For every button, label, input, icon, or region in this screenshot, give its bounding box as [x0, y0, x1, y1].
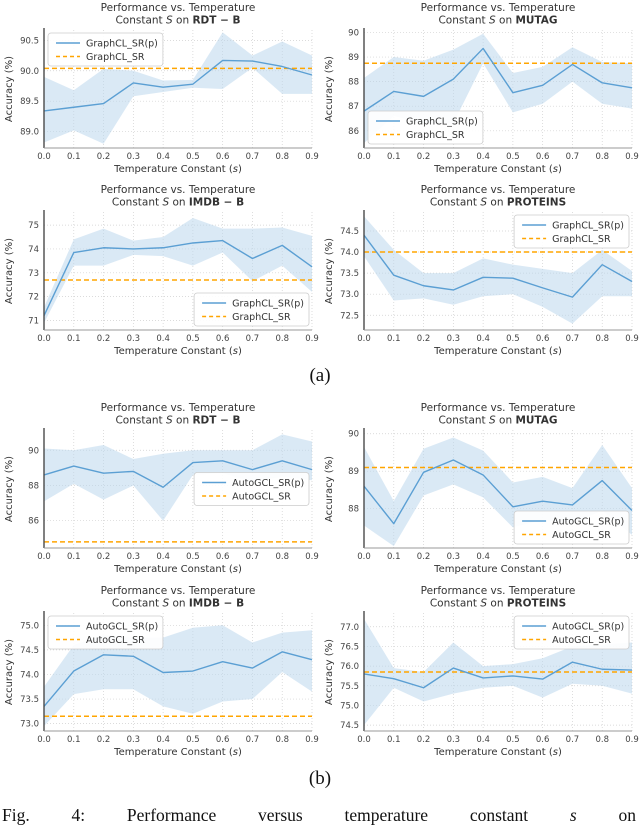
legend-label: GraphCL_SR(p) [232, 298, 304, 310]
svg-text:74: 74 [28, 244, 39, 255]
svg-text:0.4: 0.4 [156, 552, 170, 562]
caption-text: Fig. 4: Performance versus temperature constant [2, 805, 529, 825]
legend-label: AutoGCL_SR [86, 635, 145, 646]
legend-label: GraphCL_SR [86, 52, 145, 63]
svg-text:0.2: 0.2 [96, 152, 111, 162]
x-tick-labels [357, 735, 639, 745]
chart-title: Performance vs. Temperature [420, 2, 576, 14]
svg-text:75.5: 75.5 [340, 681, 359, 692]
svg-text:0.6: 0.6 [535, 334, 550, 344]
svg-text:0.3: 0.3 [126, 334, 141, 344]
svg-text:0.7: 0.7 [245, 735, 260, 745]
legend-label: GraphCL_SR [552, 234, 611, 245]
x-tick-labels [357, 334, 639, 344]
svg-text:0.7: 0.7 [245, 334, 260, 344]
chart-subtitle: Constant S on IMDB − B [111, 597, 245, 610]
svg-text:90.0: 90.0 [20, 66, 39, 77]
svg-text:90: 90 [348, 28, 359, 39]
svg-text:0.6: 0.6 [215, 552, 230, 562]
svg-text:0.0: 0.0 [357, 735, 371, 745]
svg-text:0.3: 0.3 [126, 735, 141, 745]
svg-text:0.2: 0.2 [416, 552, 431, 562]
svg-text:0.1: 0.1 [67, 552, 81, 562]
svg-text:0.0: 0.0 [357, 552, 371, 562]
chart-subtitle: Constant S on IMDB − B [111, 196, 245, 209]
svg-text:74.5: 74.5 [340, 721, 359, 732]
svg-text:76.5: 76.5 [340, 642, 359, 653]
svg-text:71: 71 [28, 316, 39, 327]
svg-text:0.1: 0.1 [67, 152, 81, 162]
svg-text:89.5: 89.5 [20, 97, 39, 108]
svg-text:0.0: 0.0 [37, 152, 51, 162]
svg-text:72: 72 [28, 292, 39, 303]
svg-text:72.5: 72.5 [340, 311, 359, 322]
svg-text:90: 90 [348, 429, 359, 440]
legend-label: AutoGCL_SR [552, 530, 611, 541]
svg-text:0.2: 0.2 [96, 334, 111, 344]
svg-text:0.6: 0.6 [535, 735, 550, 745]
chart-canvas-graphcl-rdt-b [0, 0, 320, 182]
svg-text:0.2: 0.2 [416, 735, 431, 745]
svg-text:0.4: 0.4 [476, 735, 490, 745]
svg-text:88: 88 [28, 481, 39, 492]
svg-text:0.5: 0.5 [506, 334, 520, 344]
svg-text:0.0: 0.0 [37, 334, 51, 344]
chart-canvas-graphcl-imdb-b [0, 182, 320, 364]
y-tick-labels [340, 623, 359, 731]
y-axis-label: Accuracy (%) [4, 455, 15, 523]
svg-text:0.2: 0.2 [96, 735, 111, 745]
y-tick-labels [28, 221, 39, 326]
y-axis-label: Accuracy (%) [4, 237, 15, 305]
y-axis-label: Accuracy (%) [324, 455, 335, 523]
legend-label: AutoGCL_SR [552, 635, 611, 646]
svg-text:0.3: 0.3 [446, 552, 461, 562]
svg-text:0.4: 0.4 [476, 334, 490, 344]
x-tick-labels [357, 552, 639, 562]
chart-canvas-autogcl-mutag [320, 400, 640, 582]
chart-subtitle: Constant S on RDT − B [115, 14, 241, 27]
legend [514, 616, 629, 649]
svg-text:0.8: 0.8 [595, 152, 609, 162]
svg-text:89: 89 [348, 53, 359, 64]
chart-canvas-graphcl-proteins [320, 182, 640, 364]
chart-subtitle: Constant S on MUTAG [438, 414, 558, 427]
svg-text:0.9: 0.9 [625, 735, 639, 745]
svg-text:74.5: 74.5 [340, 226, 359, 237]
svg-text:0.1: 0.1 [67, 334, 81, 344]
chart-title: Performance vs. Temperature [420, 402, 576, 414]
y-tick-labels [20, 36, 39, 137]
svg-text:0.5: 0.5 [186, 152, 200, 162]
svg-text:0.9: 0.9 [305, 735, 319, 745]
legend-label: GraphCL_SR [232, 312, 291, 323]
svg-text:0.4: 0.4 [476, 552, 490, 562]
caption-text-end: on [618, 805, 636, 825]
chart-autogcl-imdb-b [0, 583, 320, 765]
chart-canvas-autogcl-proteins [320, 583, 640, 765]
svg-text:0.4: 0.4 [156, 334, 170, 344]
y-tick-labels [340, 227, 359, 321]
subfigure-b-label: (b) [308, 768, 332, 789]
svg-text:76.0: 76.0 [340, 662, 359, 673]
legend-label: GraphCL_SR(p) [552, 220, 624, 232]
svg-text:0.0: 0.0 [37, 735, 51, 745]
svg-text:0.1: 0.1 [387, 152, 401, 162]
svg-text:74.0: 74.0 [20, 670, 39, 681]
svg-text:0.5: 0.5 [186, 552, 200, 562]
chart-subtitle: Constant S on PROTEINS [429, 597, 567, 610]
svg-text:0.5: 0.5 [506, 735, 520, 745]
legend [368, 111, 483, 144]
svg-text:88: 88 [348, 504, 359, 515]
svg-text:0.0: 0.0 [37, 552, 51, 562]
chart-graphcl-mutag [320, 0, 640, 182]
svg-text:0.9: 0.9 [625, 152, 639, 162]
svg-text:0.7: 0.7 [565, 152, 580, 162]
svg-text:0.8: 0.8 [595, 334, 609, 344]
svg-text:0.1: 0.1 [387, 735, 401, 745]
chart-title: Performance vs. Temperature [100, 585, 256, 597]
chart-title: Performance vs. Temperature [100, 184, 256, 196]
svg-text:73: 73 [28, 268, 39, 279]
svg-text:0.6: 0.6 [215, 735, 230, 745]
svg-text:73.0: 73.0 [340, 290, 359, 301]
svg-text:0.9: 0.9 [625, 334, 639, 344]
svg-text:0.7: 0.7 [565, 735, 580, 745]
legend [48, 616, 163, 649]
svg-text:90: 90 [28, 446, 39, 457]
svg-text:0.3: 0.3 [126, 552, 141, 562]
legend-label: AutoGCL_SR(p) [86, 621, 159, 633]
chart-graphcl-imdb-b [0, 182, 320, 364]
svg-text:0.4: 0.4 [476, 152, 490, 162]
x-axis-label: Temperature Constant (s) [434, 747, 562, 758]
chart-title: Performance vs. Temperature [100, 402, 256, 414]
svg-text:0.6: 0.6 [535, 152, 550, 162]
x-tick-labels [37, 152, 319, 162]
svg-text:0.3: 0.3 [446, 735, 461, 745]
svg-text:0.0: 0.0 [357, 334, 371, 344]
svg-text:0.9: 0.9 [305, 552, 319, 562]
svg-text:0.3: 0.3 [446, 152, 461, 162]
svg-text:77.0: 77.0 [340, 622, 359, 633]
svg-text:0.5: 0.5 [506, 152, 520, 162]
chart-autogcl-proteins [320, 583, 640, 765]
y-axis-label: Accuracy (%) [324, 55, 335, 123]
svg-text:0.2: 0.2 [416, 152, 431, 162]
svg-text:75: 75 [28, 221, 39, 232]
svg-text:74.5: 74.5 [20, 645, 39, 656]
y-tick-labels [348, 28, 359, 136]
subfigure-a-label: (a) [309, 365, 331, 386]
legend-label: AutoGCL_SR(p) [232, 478, 305, 489]
svg-text:0.8: 0.8 [275, 334, 289, 344]
svg-text:0.0: 0.0 [357, 152, 371, 162]
svg-text:75.0: 75.0 [340, 701, 359, 712]
svg-text:0.9: 0.9 [305, 152, 319, 162]
svg-text:0.7: 0.7 [245, 552, 260, 562]
svg-text:0.8: 0.8 [275, 152, 289, 162]
y-axis-label: Accuracy (%) [4, 638, 15, 706]
svg-text:0.6: 0.6 [215, 152, 230, 162]
svg-text:0.9: 0.9 [625, 552, 639, 562]
svg-text:86: 86 [28, 516, 39, 527]
svg-text:89.0: 89.0 [20, 127, 39, 138]
y-tick-labels [28, 446, 39, 526]
x-tick-labels [37, 735, 319, 745]
legend-label: GraphCL_SR [406, 130, 465, 141]
svg-text:0.1: 0.1 [67, 735, 81, 745]
chart-title: Performance vs. Temperature [100, 2, 256, 14]
x-tick-labels [37, 552, 319, 562]
svg-text:88: 88 [348, 77, 359, 88]
chart-autogcl-mutag [320, 400, 640, 582]
caption-italic-s: s [569, 805, 577, 825]
svg-text:73.5: 73.5 [340, 269, 359, 280]
svg-text:0.3: 0.3 [126, 152, 141, 162]
chart-canvas-autogcl-rdt-b [0, 400, 320, 582]
x-tick-labels [37, 334, 319, 344]
svg-text:87: 87 [348, 102, 359, 113]
svg-text:86: 86 [348, 126, 359, 137]
svg-text:90.5: 90.5 [20, 36, 39, 47]
legend [194, 473, 309, 506]
svg-text:0.7: 0.7 [245, 152, 260, 162]
x-axis-label: Temperature Constant (s) [114, 346, 242, 357]
svg-text:0.2: 0.2 [416, 334, 431, 344]
chart-title: Performance vs. Temperature [420, 585, 576, 597]
x-axis-label: Temperature Constant (s) [434, 164, 562, 175]
svg-text:0.1: 0.1 [387, 552, 401, 562]
svg-text:0.6: 0.6 [215, 334, 230, 344]
svg-text:0.2: 0.2 [96, 552, 111, 562]
chart-canvas-autogcl-imdb-b [0, 583, 320, 765]
svg-text:0.7: 0.7 [565, 334, 580, 344]
svg-text:89: 89 [348, 467, 359, 478]
svg-text:0.5: 0.5 [186, 735, 200, 745]
svg-text:0.6: 0.6 [535, 552, 550, 562]
y-tick-labels [20, 621, 39, 729]
y-axis-label: Accuracy (%) [324, 237, 335, 305]
svg-text:74.0: 74.0 [340, 248, 359, 259]
svg-text:73.5: 73.5 [20, 695, 39, 706]
legend-label: AutoGCL_SR(p) [552, 516, 625, 528]
svg-text:0.4: 0.4 [156, 152, 170, 162]
svg-text:0.3: 0.3 [446, 334, 461, 344]
chart-graphcl-rdt-b [0, 0, 320, 182]
svg-text:0.8: 0.8 [275, 735, 289, 745]
svg-text:75.0: 75.0 [20, 621, 39, 632]
y-axis-label: Accuracy (%) [324, 638, 335, 706]
svg-text:0.5: 0.5 [506, 552, 520, 562]
svg-text:0.8: 0.8 [595, 552, 609, 562]
svg-text:73.0: 73.0 [20, 719, 39, 730]
legend [514, 215, 629, 248]
chart-canvas-graphcl-mutag [320, 0, 640, 182]
svg-text:0.4: 0.4 [156, 735, 170, 745]
x-axis-label: Temperature Constant (s) [114, 747, 242, 758]
svg-text:0.8: 0.8 [275, 552, 289, 562]
x-tick-labels [357, 152, 639, 162]
legend-label: GraphCL_SR(p) [406, 116, 478, 128]
x-axis-label: Temperature Constant (s) [114, 564, 242, 575]
chart-autogcl-rdt-b [0, 400, 320, 582]
chart-subtitle: Constant S on MUTAG [438, 14, 558, 27]
x-axis-label: Temperature Constant (s) [114, 164, 242, 175]
chart-subtitle: Constant S on PROTEINS [429, 196, 567, 209]
legend [514, 511, 629, 544]
chart-title: Performance vs. Temperature [420, 184, 576, 196]
svg-text:0.5: 0.5 [186, 334, 200, 344]
legend [48, 33, 163, 66]
chart-subtitle: Constant S on RDT − B [115, 414, 241, 427]
x-axis-label: Temperature Constant (s) [434, 346, 562, 357]
y-tick-labels [348, 430, 359, 515]
svg-text:0.7: 0.7 [565, 552, 580, 562]
x-axis-label: Temperature Constant (s) [434, 564, 562, 575]
svg-text:0.1: 0.1 [387, 334, 401, 344]
legend [194, 293, 309, 326]
chart-graphcl-proteins [320, 182, 640, 364]
legend-label: GraphCL_SR(p) [86, 38, 158, 50]
legend-label: AutoGCL_SR(p) [552, 621, 625, 633]
svg-text:0.8: 0.8 [595, 735, 609, 745]
figure-caption [2, 805, 636, 835]
legend-label: AutoGCL_SR [232, 491, 291, 503]
svg-text:0.9: 0.9 [305, 334, 319, 344]
y-axis-label: Accuracy (%) [4, 55, 15, 123]
